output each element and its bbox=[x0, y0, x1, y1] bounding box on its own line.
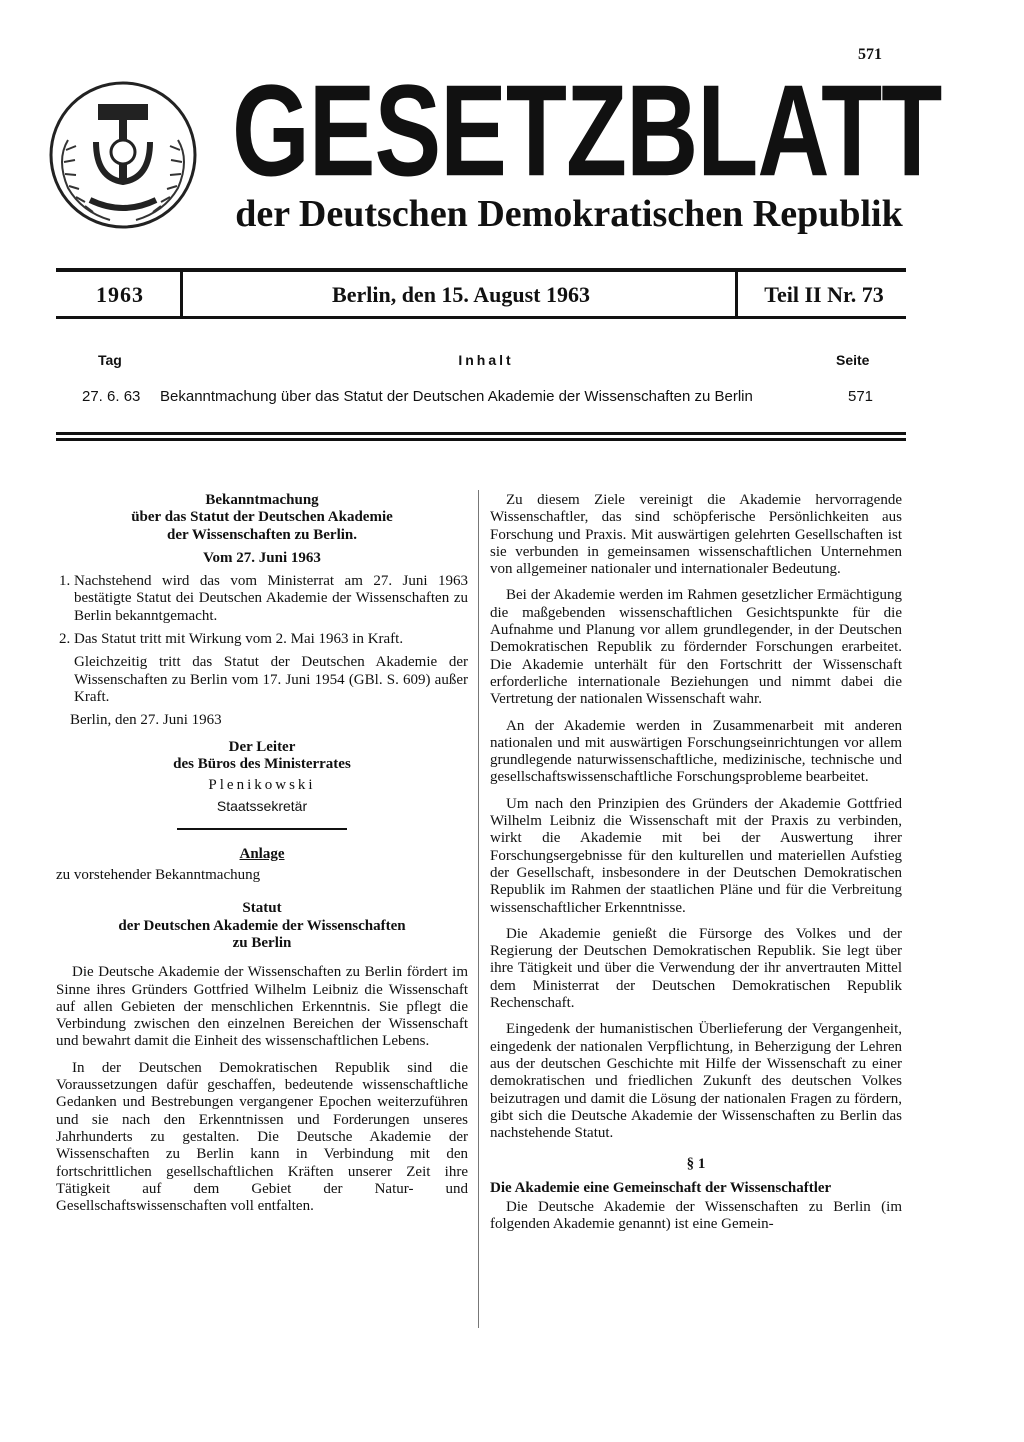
signature-name: Plenikowski bbox=[208, 777, 316, 794]
statut-title: Statut der Deutschen Akademie der Wissenschaften zu Berlin bbox=[118, 900, 406, 951]
statut-paragraph: Eingedenk der humanistischen Überlieferung der Vergangenheit, eingedenk der nationalen Verpflichtung, in Beherzigung der Lehren aus der deutschen Geschichte mit Hilfe der Wissenschaft zu einer demokratischen und friedlichen Zukunft des deutschen Volkes beizutragen und damit die Lösung der nationalen Fragen zu fördern, gibt sich die Deutsche Akademie der Wissenschaften zu Berlin das nachstehende Statut. bbox=[490, 1021, 902, 1142]
statut-paragraph: Bei der Akademie werden im Rahmen gesetzlicher Ermächtigung die maßgebenden wissenschaftlichen Gesichtspunkte für die Aufnahme und Planung vor allem grundlegender, in der Deutschen Demokratischen Republik zu fördernder Forschungen erarbeitet. Die Akademie unterhält für den Fortschritt der Wissenschaft erforderliche internationale Beziehungen und nimmt dabei die Vertretung der nationalen Wissenschaft wahr. bbox=[490, 587, 902, 708]
statut-paragraph: Zu diesem Ziele vereinigt die Akademie hervorragende Wissenschaftler, das sind schöpferische Persönlichkeiten aus Forschung und Praxis. Mit auswärtigen gelehrten Gesellschaften ist sie verbunden in gemeinsamen wissenschaftlichen Unternehmen von allgemeiner nationaler und internationaler Bedeutung. bbox=[490, 492, 902, 578]
section-text: Die Deutsche Akademie der Wissenschaften zu Berlin (im folgenden Akademie genannt) ist eine Gemein- bbox=[490, 1198, 902, 1233]
toc-bottom-rule bbox=[56, 438, 906, 441]
anlage-subheading: zu vorstehender Bekanntmachung bbox=[56, 867, 261, 884]
section-number: § 1 bbox=[686, 1156, 706, 1173]
toc-bottom-rule bbox=[56, 432, 906, 435]
toc-entry-day: 27. 6. 63 bbox=[82, 388, 141, 405]
announcement-item: 2. Das Statut tritt mit Wirkung vom 2. Mai 1963 in Kraft. bbox=[74, 631, 468, 648]
toc-entry-title: Bekanntmachung über das Statut der Deutschen Akademie der Wissenschaften zu Berlin bbox=[160, 388, 753, 405]
statut-paragraph: An der Akademie werden in Zusammenarbeit mit anderen nationalen und mit auswärtigen Forschungseinrichtungen vor allem grundlegende naturwissenschaftliche, medizinische, technische und gesellschaftswissenschaftliche Forschungsprobleme bearbeitet. bbox=[490, 717, 902, 786]
toc-day-label: Tag bbox=[98, 352, 122, 368]
signature-role-line1: Der Leiter bbox=[228, 738, 296, 755]
signature-title: Staatssekretär bbox=[216, 798, 308, 815]
issue-date: Berlin, den 15. August 1963 bbox=[332, 282, 590, 307]
column-divider bbox=[478, 490, 479, 1328]
anlage-heading: Anlage bbox=[239, 845, 285, 862]
signature-role-line2: des Büros des Ministerrates bbox=[173, 755, 351, 772]
statut-paragraph: Die Deutsche Akademie der Wissenschaften zu Berlin fördert im Sinne ihres Gründers Gottfried Wilhelm Leibniz die Wissenschaft auf allen Gebieten der menschlichen Erkenntnis. Sie pflegt die Verbindung zwischen den einzelnen Bereichen der Wissenschaft und bewahrt damit die Einheit des wissenschaftlichen Lebens. bbox=[56, 964, 468, 1050]
toc-page-label: Seite bbox=[836, 352, 870, 368]
issue-bar-divider bbox=[180, 272, 183, 318]
masthead-title: GESETZBLATT bbox=[232, 58, 942, 204]
toc-heading: Inhalt bbox=[458, 352, 514, 368]
statut-paragraph: Die Akademie genießt die Fürsorge des Volkes und der Regierung der Deutschen Demokratischen Republik. Sie legt über ihre Tätigkeit und über die Verwendung der ihr anvertrauten Mittel dem Ministerrat der Deutschen Demokratischen Republik Rechenschaft. bbox=[490, 925, 902, 1012]
statut-paragraph: In der Deutschen Demokratischen Republik sind die Voraussetzungen dafür geschaffen, bedeutende wissenschaftliche Gedanken und Bestrebungen vergangener Epochen weiterzuführen und sie nach den Erkenntnissen und Forderungen unseres Jahrhunderts zu gestalten. Die Deutsche Akademie der Wissenschaften zu Berlin kann in Verbindung mit den fortschrittlichen gesellschaftlichen Kräften unserer Zeit ihre Tätigkeit auf dem Gebiet der Natur- und Gesellschaftswissenschaften voll entfalten. bbox=[56, 1059, 468, 1215]
announcement-items bbox=[56, 573, 468, 648]
statut-paragraph: Um nach den Prinzipien des Gründers der Akademie Gottfried Wilhelm Leibniz die Wissenschaft mit der Praxis zu verbinden, wirkt die Akademie mit bei der Auswertung ihrer Forschungsergebnisse für den kulturellen und materiellen Aufstieg der Gesellschaft, insbesondere in der Deutschen Demokratischen Republik im Rahmen der staatlichen Pläne und für die Verbreitung wissenschaftlicher Erkenntnisse. bbox=[490, 795, 902, 916]
issue-year: 1963 bbox=[96, 282, 144, 307]
announcement-place-date: Berlin, den 27. Juni 1963 bbox=[70, 712, 222, 729]
section-heading: Die Akademie eine Gemeinschaft der Wissenschaftler bbox=[490, 1179, 832, 1196]
section-rule bbox=[177, 828, 347, 830]
issue-part-number: Teil II Nr. 73 bbox=[764, 282, 884, 307]
state-emblem-icon bbox=[48, 80, 198, 230]
announcement-date: Vom 27. Juni 1963 bbox=[203, 549, 321, 566]
right-column bbox=[490, 492, 902, 1243]
issue-bar-top-rule bbox=[56, 268, 906, 272]
page-number: 571 bbox=[858, 46, 882, 63]
announcement-item-extra: Gleichzeitig tritt das Statut der Deutschen Akademie der Wissenschaften zu Berlin vom 17. Juni 1954 (GBl. S. 609) außer Kraft. bbox=[74, 654, 468, 705]
left-column bbox=[56, 492, 468, 1224]
announcement-title: Bekanntmachung über das Statut der Deutschen Akademie der Wissenschaften zu Berlin. bbox=[131, 492, 393, 543]
issue-bar-bottom-rule bbox=[56, 316, 906, 319]
masthead-subtitle: der Deutschen Demokratischen Republik bbox=[235, 193, 903, 235]
announcement-item: 1. Nachstehend wird das vom Ministerrat am 27. Juni 1963 bestätigte Statut dei Deutschen Akademie der Wissenschaften zu Berlin bekanntgemacht. bbox=[74, 573, 468, 625]
toc-entry-page: 571 bbox=[848, 388, 874, 405]
